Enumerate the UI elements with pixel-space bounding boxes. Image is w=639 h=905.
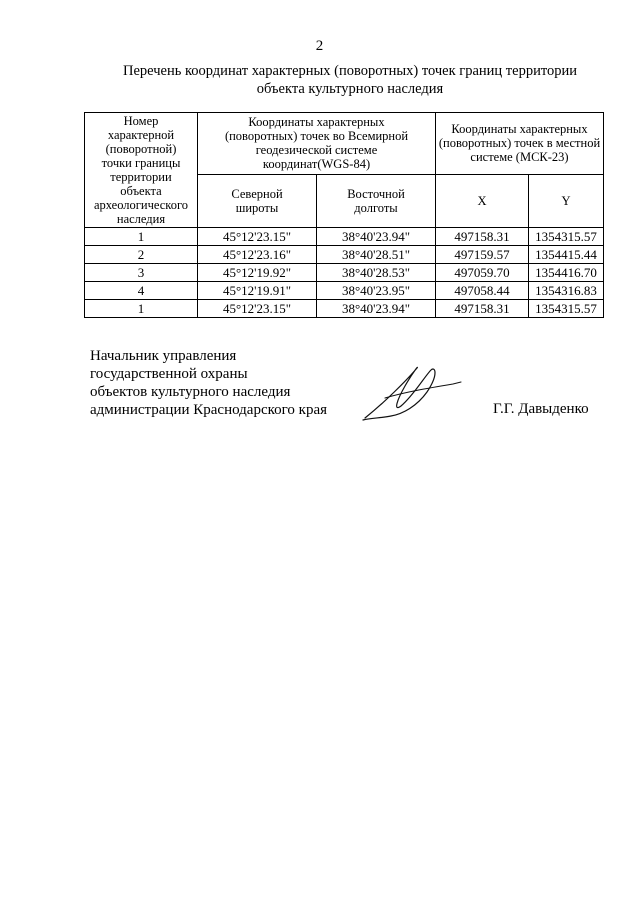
cell-x: 497158.31 bbox=[436, 300, 529, 318]
signer-position bbox=[90, 347, 327, 419]
header-y: Y bbox=[529, 174, 604, 227]
table-row bbox=[85, 300, 604, 318]
table-row bbox=[85, 246, 604, 264]
cell-x: 497158.31 bbox=[436, 228, 529, 246]
signer-position-line: государственной охраны bbox=[90, 366, 248, 382]
header-x: X bbox=[436, 174, 529, 227]
handwritten-signature bbox=[355, 362, 465, 424]
cell-latitude: 45°12'23.16" bbox=[198, 246, 317, 264]
cell-point-number: 1 bbox=[85, 228, 198, 246]
cell-point-number: 4 bbox=[85, 282, 198, 300]
cell-latitude: 45°12'23.15" bbox=[198, 228, 317, 246]
cell-longitude: 38°40'28.53" bbox=[317, 264, 436, 282]
title-line-2: объекта культурного наследия bbox=[256, 81, 444, 97]
cell-x: 497059.70 bbox=[436, 264, 529, 282]
page-number: 2 bbox=[315, 38, 324, 54]
cell-y: 1354415.44 bbox=[529, 246, 604, 264]
cell-latitude: 45°12'23.15" bbox=[198, 300, 317, 318]
cell-y: 1354315.57 bbox=[529, 228, 604, 246]
header-wgs84: Координаты характерных (поворотных) точек во Всемирной геодезической системе координат(WGS-84) bbox=[198, 113, 436, 175]
coordinates-table bbox=[84, 112, 604, 318]
cell-y: 1354315.57 bbox=[529, 300, 604, 318]
signer-position-line: администрации Краснодарского края bbox=[90, 402, 328, 418]
cell-point-number: 1 bbox=[85, 300, 198, 318]
cell-latitude: 45°12'19.92" bbox=[198, 264, 317, 282]
cell-y: 1354416.70 bbox=[529, 264, 604, 282]
document-title bbox=[90, 62, 610, 98]
cell-x: 497159.57 bbox=[436, 246, 529, 264]
title-line-1: Перечень координат характерных (поворотных) точек границ территории bbox=[122, 63, 578, 79]
cell-point-number: 2 bbox=[85, 246, 198, 264]
cell-longitude: 38°40'28.51" bbox=[317, 246, 436, 264]
table-row bbox=[85, 282, 604, 300]
cell-longitude: 38°40'23.95" bbox=[317, 282, 436, 300]
cell-longitude: 38°40'23.94" bbox=[317, 228, 436, 246]
cell-longitude: 38°40'23.94" bbox=[317, 300, 436, 318]
cell-latitude: 45°12'19.91" bbox=[198, 282, 317, 300]
cell-y: 1354316.83 bbox=[529, 282, 604, 300]
cell-x: 497058.44 bbox=[436, 282, 529, 300]
table-row bbox=[85, 228, 604, 246]
header-point-number: Номер характерной (поворотной) точки границы территории объекта археологического наследия bbox=[85, 113, 198, 228]
signer-position-line: Начальник управления bbox=[90, 348, 237, 364]
table-row bbox=[85, 264, 604, 282]
signer-name: Г.Г. Давыденко bbox=[493, 401, 589, 417]
cell-point-number: 3 bbox=[85, 264, 198, 282]
signer-position-line: объектов культурного наследия bbox=[90, 384, 291, 400]
header-north-latitude: Северной широты bbox=[198, 174, 317, 227]
header-east-longitude: Восточной долготы bbox=[317, 174, 436, 227]
header-msk23: Координаты характерных (поворотных) точек в местной системе (МСК-23) bbox=[436, 113, 604, 175]
